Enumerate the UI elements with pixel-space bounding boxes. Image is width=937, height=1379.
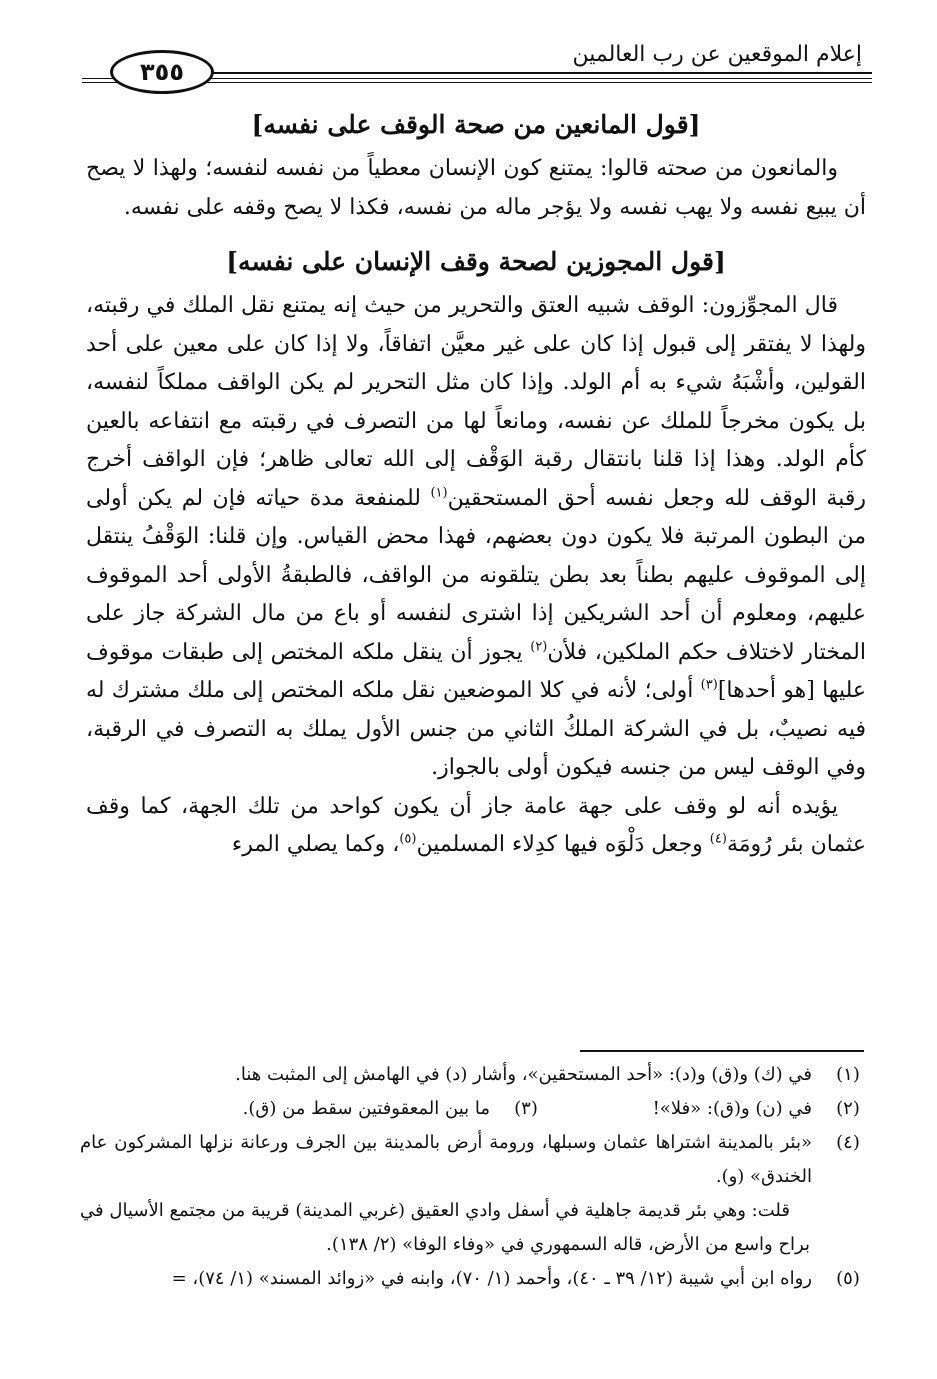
footnote-separator — [580, 1050, 864, 1052]
text-run: يؤيده أنه لو وقف على جهة عامة جاز أن يكون كواحد من تلك الجهة، كما وقف عثمان بئر رُومَة — [86, 793, 866, 857]
text-run: للمنفعة مدة حياته فإن لم يكن أولى من البطون المرتبة فلا يكون دون بعضهم، فهذا محض القياس. وإن قلنا: الوَقْفُ ينتقل إلى الموقوف عليهم بطناً بعد بطن يتلقونه من الواقف، فالطبقةُ الأولى أحد الموقوف عليهم، ومعلوم أن أحد الشريكين إذا اشترى لنفسه أو باع من مال الشركة جاز على المختار لاختلاف حكم الملكين، فلأن — [86, 485, 866, 665]
footnote-text: رواه ابن أبي شيبة (١٢/ ٣٩ ـ ٤٠)، وأحمد (١/ ٧٠)، وابنه في «زوائد المسند» (١/ ٧٤)، = — [171, 1268, 812, 1289]
section-heading-preventers: [قول المانعين من صحة الوقف على نفسه] — [251, 110, 701, 139]
section-heading-permitters: [قول المجوزين لصحة وقف الإنسان على نفسه] — [226, 247, 726, 276]
footnote-ref-4[interactable]: (٤) — [709, 831, 727, 847]
footnote-number: (٥) — [836, 1268, 860, 1289]
footnote-2-3 — [80, 1092, 866, 1126]
footnote-ref-1[interactable]: (١) — [430, 485, 448, 501]
paragraph-preventers: والمانعون من صحته قالوا: يمتنع كون الإنسان معطياً من نفسه لنفسه؛ ولهذا لا يصح أن يبيع نفسه ولا يهب نفسه ولا يؤجر ماله من نفسه، فكذا لا يصح وقفه على نفسه. — [86, 156, 866, 220]
footnote-number: (٤) — [836, 1132, 860, 1153]
footnote-number: (١) — [836, 1064, 860, 1085]
text-run: وجعل دَلْوَه فيها كدِلاء المسلمين — [416, 832, 710, 857]
text-run: يجوز أن ينقل ملكه المختص إلى طبقات موقوف عليها [هو أحدها] — [86, 639, 866, 703]
text-run: أولى؛ لأنه في كلا الموضعين نقل ملكه المختص إلى ملك مشترك له فيه نصيبٌ، بل في الشركة الملكُ الثاني من جنس الأول يملك به التصرف في الرقبة، وفي الوقف ليس من جنسه فيكون أولى بالجواز. — [86, 678, 866, 780]
footnote-ref-3[interactable]: (٣) — [700, 677, 718, 693]
footnote-ref-2[interactable]: (٢) — [530, 639, 548, 655]
footnote-number: (٢) — [836, 1098, 860, 1119]
footnote-text: ما بين المعقوفتين سقط من (ق). — [242, 1098, 490, 1119]
text-run: ، وكما يصلي المرء — [231, 832, 400, 857]
footnote-text: في (ك) و(ق) و(د): «أحد المستحقين»، وأشار (د) في الهامش إلى المثبت هنا. — [235, 1064, 812, 1085]
footnote-number: (٣) — [514, 1098, 538, 1119]
paragraph-support — [86, 788, 866, 865]
main-text — [86, 100, 866, 865]
page-number: ٣٥٥ — [110, 50, 214, 94]
page-header — [82, 30, 872, 92]
footnote-4 — [80, 1126, 866, 1194]
footnote-5 — [80, 1262, 866, 1296]
text-run: قال المجوِّزون: الوقف شبيه العتق والتحرير من حيث إنه يمتنع نقل الملك في رقبته، ولهذا لا يفتقر إلى قبول إذا كان على غير معيَّن اتفاقاً، ولا إذا كان على معين على أحد القولين، وأشْبَهُ شيء به أم الولد. وإذا كان مثل التحرير لم يكن الواقف مملكاً لنفسه، بل يكون مخرجاً للملك عن نفسه، ومانعاً لها من التصرف في رقبته مع انتفاعه بالعين كأم الولد. وهذا إذا قلنا بانتقال رقبة الوَقْف إلى الله تعالى ظاهر؛ فإن الواقف أخرج رقبة الوقف لله وجعل نفسه أحق المستحقين — [86, 293, 866, 511]
running-title: إعلام الموقعين عن رب العالمين — [572, 42, 862, 67]
footnote-ref-5[interactable]: (٥) — [399, 831, 417, 847]
footnote-4-note: قلت: وهي بئر قديمة جاهلية في أسفل وادي العقيق (غربي المدينة) قريبة من مجتمع الأسيال في براح واسع من الأرض، قاله السمهوري في «وفاء الوفا» (٢/ ١٣٨). — [80, 1200, 810, 1255]
footnote-text: «بئر بالمدينة اشتراها عثمان وسبلها، ورومة أرض بالمدينة بين الجرف ورعانة نزلها المشركون عام الخندق» (و). — [80, 1132, 812, 1187]
footnote-1 — [80, 1058, 866, 1092]
footnotes — [80, 1058, 866, 1296]
footnote-text: في (ن) و(ق): «فلا»! — [652, 1098, 812, 1119]
header-rule — [162, 72, 872, 74]
paragraph-permitters — [86, 287, 866, 788]
